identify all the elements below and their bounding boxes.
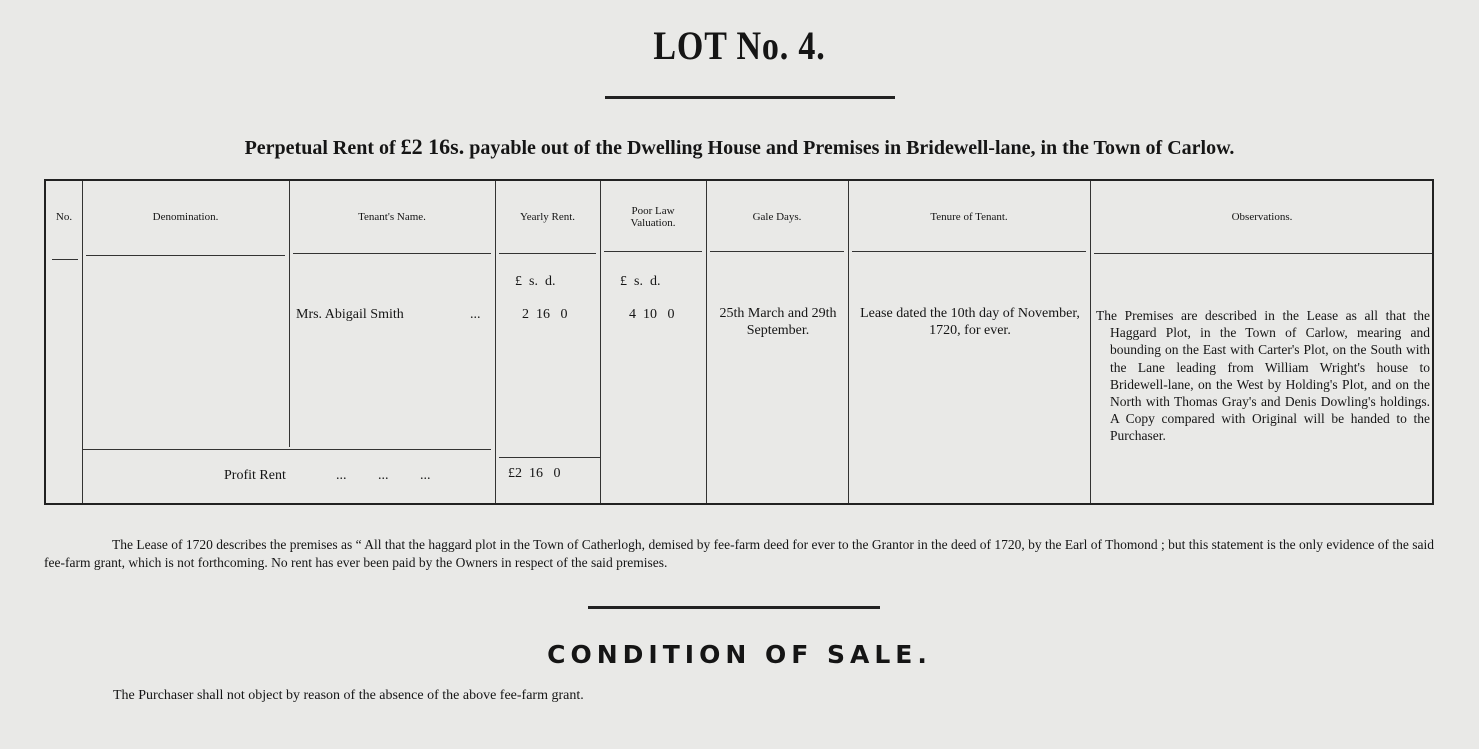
profit-rent-label: Profit Rent	[224, 468, 286, 483]
header-rule	[52, 259, 78, 260]
header-rule	[499, 253, 596, 254]
header-poor-law	[600, 181, 706, 253]
lot-subtitle	[0, 134, 1479, 160]
header-gale-days: Gale Days.	[752, 211, 802, 223]
poor-law-value: 4 10 0	[629, 307, 675, 322]
lot-table	[44, 179, 1434, 505]
header-rule	[86, 255, 285, 256]
profit-rule	[82, 449, 491, 450]
yearly-rent-value: 2 16 0	[522, 307, 568, 322]
header-poor-law-line2: Valuation.	[630, 217, 676, 229]
observations-text: The Premises are described in the Lease as all that the Haggard Plot, in the Town of Carlow, mearing and bounding on the East with Carter's Plot, on the South with the Lane leading from William Wright's house to Bridewell-lane, on the West by Holding's Plot, and on the North with Thomas Gray's and Denis Dowling's holdings. A Copy compared with Original will be handed to the Purchaser.	[1096, 308, 1430, 444]
condition-heading: CONDITION OF SALE.	[547, 640, 932, 669]
profit-rent-value: £2 16 0	[508, 466, 561, 481]
section-divider	[588, 606, 880, 609]
subtitle-suffix: payable out of the Dwelling House and Premises in Bridewell-lane, in the Town of Carlow.	[469, 137, 1235, 159]
profit-rent-dots: ... ... ...	[336, 468, 431, 483]
lot-title: LOT No. 4.	[653, 23, 826, 68]
header-tenure: Tenure of Tenant.	[930, 211, 1008, 223]
tenant-name: Mrs. Abigail Smith	[296, 307, 404, 322]
gale-days-value: 25th March and 29th September.	[719, 306, 837, 338]
tenure-value: Lease dated the 10th day of November, 1720, for ever.	[860, 306, 1080, 338]
header-rule	[293, 253, 491, 254]
header-observations: Observations.	[1231, 211, 1293, 223]
subtitle-prefix: Perpetual Rent of	[244, 137, 396, 159]
header-denomination: Denomination.	[152, 211, 219, 223]
header-yearly-rent: Yearly Rent.	[519, 211, 576, 223]
tenant-leader-dots: ...	[470, 307, 481, 322]
header-no: No.	[55, 211, 73, 223]
title-divider	[605, 96, 895, 99]
yearly-rent-currency-heading: £ s. d.	[515, 274, 556, 289]
condition-text: The Purchaser shall not object by reason of the absence of the above fee-farm grant.	[113, 688, 584, 703]
header-rule	[1094, 253, 1432, 254]
profit-rule	[499, 457, 600, 458]
header-poor-law-line1: Poor Law	[631, 205, 675, 217]
poor-law-currency-heading: £ s. d.	[620, 274, 661, 289]
lease-note: The Lease of 1720 describes the premises as “ All that the haggard plot in the Town of Catherlogh, demised by fee-farm deed for ever to the Grantor in the deed of 1720, by the Earl of Thomond ; but this statement is the only evidence of the said fee-farm grant, which is not forthcoming. No rent has ever been paid by the Owners in respect of the said premises.	[44, 537, 1434, 570]
subtitle-amount: £2 16s.	[400, 134, 465, 159]
header-tenant: Tenant's Name.	[358, 211, 426, 223]
